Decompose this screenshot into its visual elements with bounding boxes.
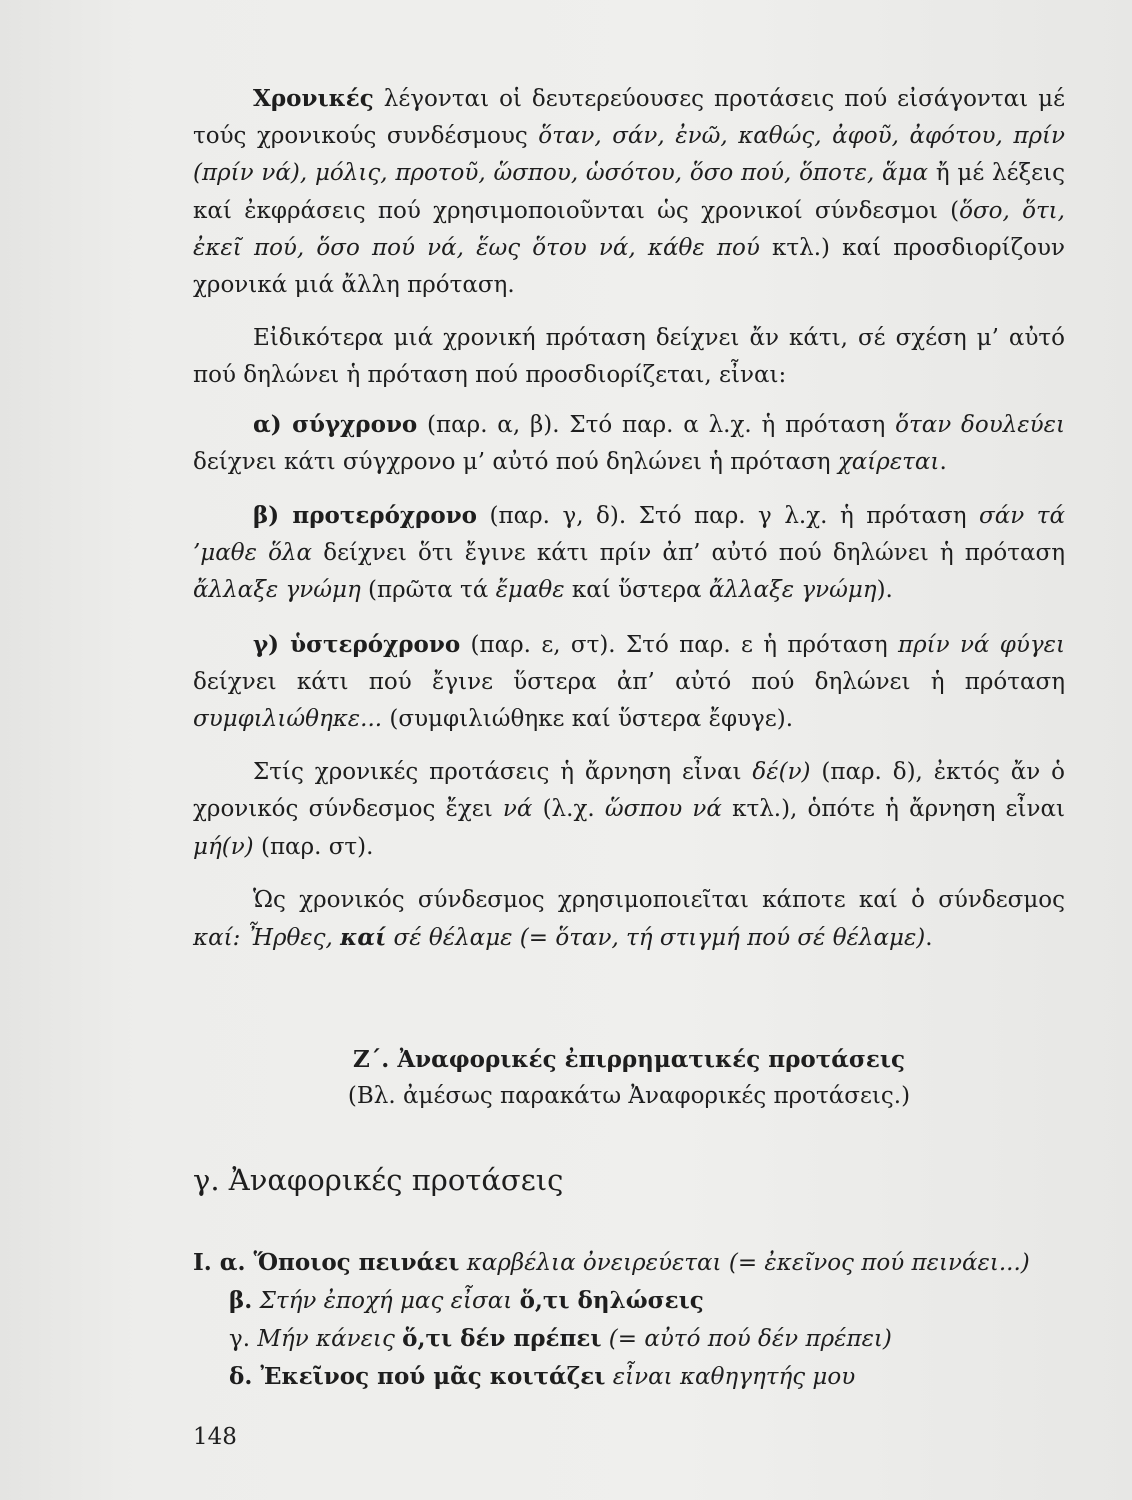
page-content [193, 80, 1065, 1396]
paragraph-synchronous [193, 406, 1065, 481]
example-phrase: δέ(ν) [752, 759, 811, 786]
text-span: κτλ.) καί προσδιορίζουν χρονικά μιά ἄλλη πρόταση. [193, 234, 1065, 299]
text-span: (παρ. γ, δ). Στό παρ. γ λ.χ. ἡ πρόταση [477, 503, 980, 530]
example-phrase: μή(ν) [193, 833, 254, 860]
text-span: (παρ. στ). [253, 833, 374, 860]
text-span: δείχνει κάτι σύγχρονο μ’ αὐτό πού δηλώνει ἡ πρόταση [193, 448, 838, 475]
text-span: (λ.χ. [532, 796, 605, 823]
paragraph-prior [193, 497, 1065, 610]
example-phrase: συμφιλιώθηκε... [193, 706, 383, 733]
example-phrase: σάν τά ’μαθε ὅλα [193, 503, 1066, 567]
example-phrase: σέ θέλαμε (= ὅταν, τή στιγμή πού σέ θέλαμε) [386, 925, 926, 952]
example-item-a [193, 1244, 1065, 1282]
paragraph-negation [193, 754, 1065, 866]
text-span: Ὡς χρονικός σύνδεσμος χρησιμοποιεῖται κάποτε καί ὁ σύνδεσμος [253, 886, 1065, 913]
label-posterior: γ) ὑστερόχρονο [253, 630, 461, 658]
page-number: 148 [193, 1424, 237, 1450]
example-italic: καρβέλια ὀνειρεύεται (= ἐκεῖνος πού πεινάει...) [459, 1249, 1030, 1276]
label-prior: β) προτερόχρονο [253, 502, 477, 530]
text-span: Στίς χρονικές προτάσεις ἡ ἄρνηση εἶναι [253, 759, 753, 786]
text-span: δείχνει ὅτι ἔγινε κάτι πρίν ἀπ’ αὐτό πού δηλώνει ἡ πρόταση [312, 540, 1065, 567]
text-span: (πρῶτα τά [360, 577, 496, 604]
text-span: (συμφιλιώθηκε καί ὕστερα ἔφυγε). [382, 706, 794, 733]
example-phrase: χαίρεται [837, 448, 940, 475]
example-bold: δ. Ἐκεῖνος πού μᾶς κοιτάζει [229, 1363, 606, 1391]
text-span: δείχνει κάτι πού ἔγινε ὕστερα ἀπ’ αὐτό πού δηλώνει ἡ πρόταση [193, 668, 1065, 695]
text-span: ἤ μέ λέξεις καί ἐκφράσεις πού χρησιμοποιοῦνται ὡς χρονικοί σύνδεσμοι ( [193, 160, 1065, 224]
section-g-heading: γ. Ἀναφορικές προτάσεις [193, 1162, 564, 1197]
text-span: ). [876, 577, 893, 604]
example-italic: Μήν κάνεις [250, 1326, 403, 1353]
text-span: καί ὕστερα [564, 577, 709, 604]
example-phrase: πρίν νά φύγει [897, 631, 1065, 658]
text-span: (παρ. ε, στ). Στό παρ. ε ἡ πρόταση [460, 631, 898, 658]
paragraph-posterior [193, 626, 1065, 739]
text-span: Εἰδικότερα μιά χρονική πρόταση δείχνει ἄν κάτι, σέ σχέση μ’ αὐτό πού δηλώνει ἡ πρόταση πού προσδιορίζεται, εἶναι: [193, 325, 1065, 389]
text-span: (παρ. δ), ἐκτός ἄν ὁ χρονικός σύνδεσμος ἔχει [193, 759, 1066, 823]
paragraph-kai-conjunction [193, 882, 1065, 957]
example-phrase: καί: Ἦρθες, [193, 925, 341, 952]
example-italic: Στήν ἐποχή μας εἶσαι [252, 1287, 520, 1314]
conjunction-list: ὅταν, σάν, ἐνῶ, καθώς, ἀφοῦ, ἀφότου, πρίν (πρίν νά), μόλις, προτοῦ, ὥσπου, ὡσότου, ὅσο πού, ὅποτε, ἅμα [193, 123, 1065, 187]
paragraph-definition [193, 80, 1065, 304]
example-label: β. [229, 1286, 253, 1314]
label-synchronous: α) σύγχρονο [253, 410, 418, 438]
example-phrase: ὥσπου νά [604, 796, 722, 823]
text-span: . [939, 448, 947, 475]
examples-list [193, 1244, 1065, 1397]
example-label: γ. [229, 1326, 251, 1353]
example-italic: (= αὐτό πού δέν πρέπει) [601, 1326, 892, 1353]
example-keyword: καί [340, 924, 387, 952]
paragraph-specifics [193, 320, 1065, 394]
example-item-b [193, 1282, 1065, 1320]
section-z-subtitle: (Βλ. ἀμέσως παρακάτω Ἀναφορικές προτάσεις.) [347, 1083, 911, 1110]
example-italic: εἶναι καθηγητής μου [605, 1364, 856, 1391]
text-span: λέγονται οἱ δευτερεύουσες προτάσεις πού εἰσάγονται μέ τούς χρονικούς συνδέσμους [193, 86, 1065, 150]
example-phrase: ἄλλαξε γνώμη [708, 577, 877, 604]
example-phrase: ὅταν δουλεύει [895, 411, 1065, 438]
example-bold: ὅ,τι δέν πρέπει [402, 1325, 602, 1353]
term-chronikes: Χρονικές [253, 85, 374, 112]
example-phrase: νά [502, 796, 533, 823]
example-bold: ὅ,τι δηλώσεις [519, 1286, 704, 1314]
example-item-d [193, 1358, 1065, 1396]
section-z-title: Ζ΄. Ἀναφορικές ἐπιρρηματικές προτάσεις [353, 1046, 905, 1074]
example-phrase: ἔμαθε [495, 577, 565, 604]
example-phrase: ἄλλαξε γνώμη [193, 577, 361, 604]
example-bold: I. α. Ὅποιος πεινάει [193, 1248, 460, 1276]
text-span: (παρ. α, β). Στό παρ. α λ.χ. ἡ πρόταση [417, 411, 896, 438]
text-span: . [925, 925, 933, 952]
text-span: κτλ.), ὁπότε ἡ ἄρνηση εἶναι [721, 796, 1065, 823]
expression-list: ὅσο, ὅτι, ἐκεῖ πού, ὅσο πού νά, ἕως ὅτου νά, κάθε πού [193, 197, 1065, 261]
example-item-g [193, 1320, 1065, 1358]
